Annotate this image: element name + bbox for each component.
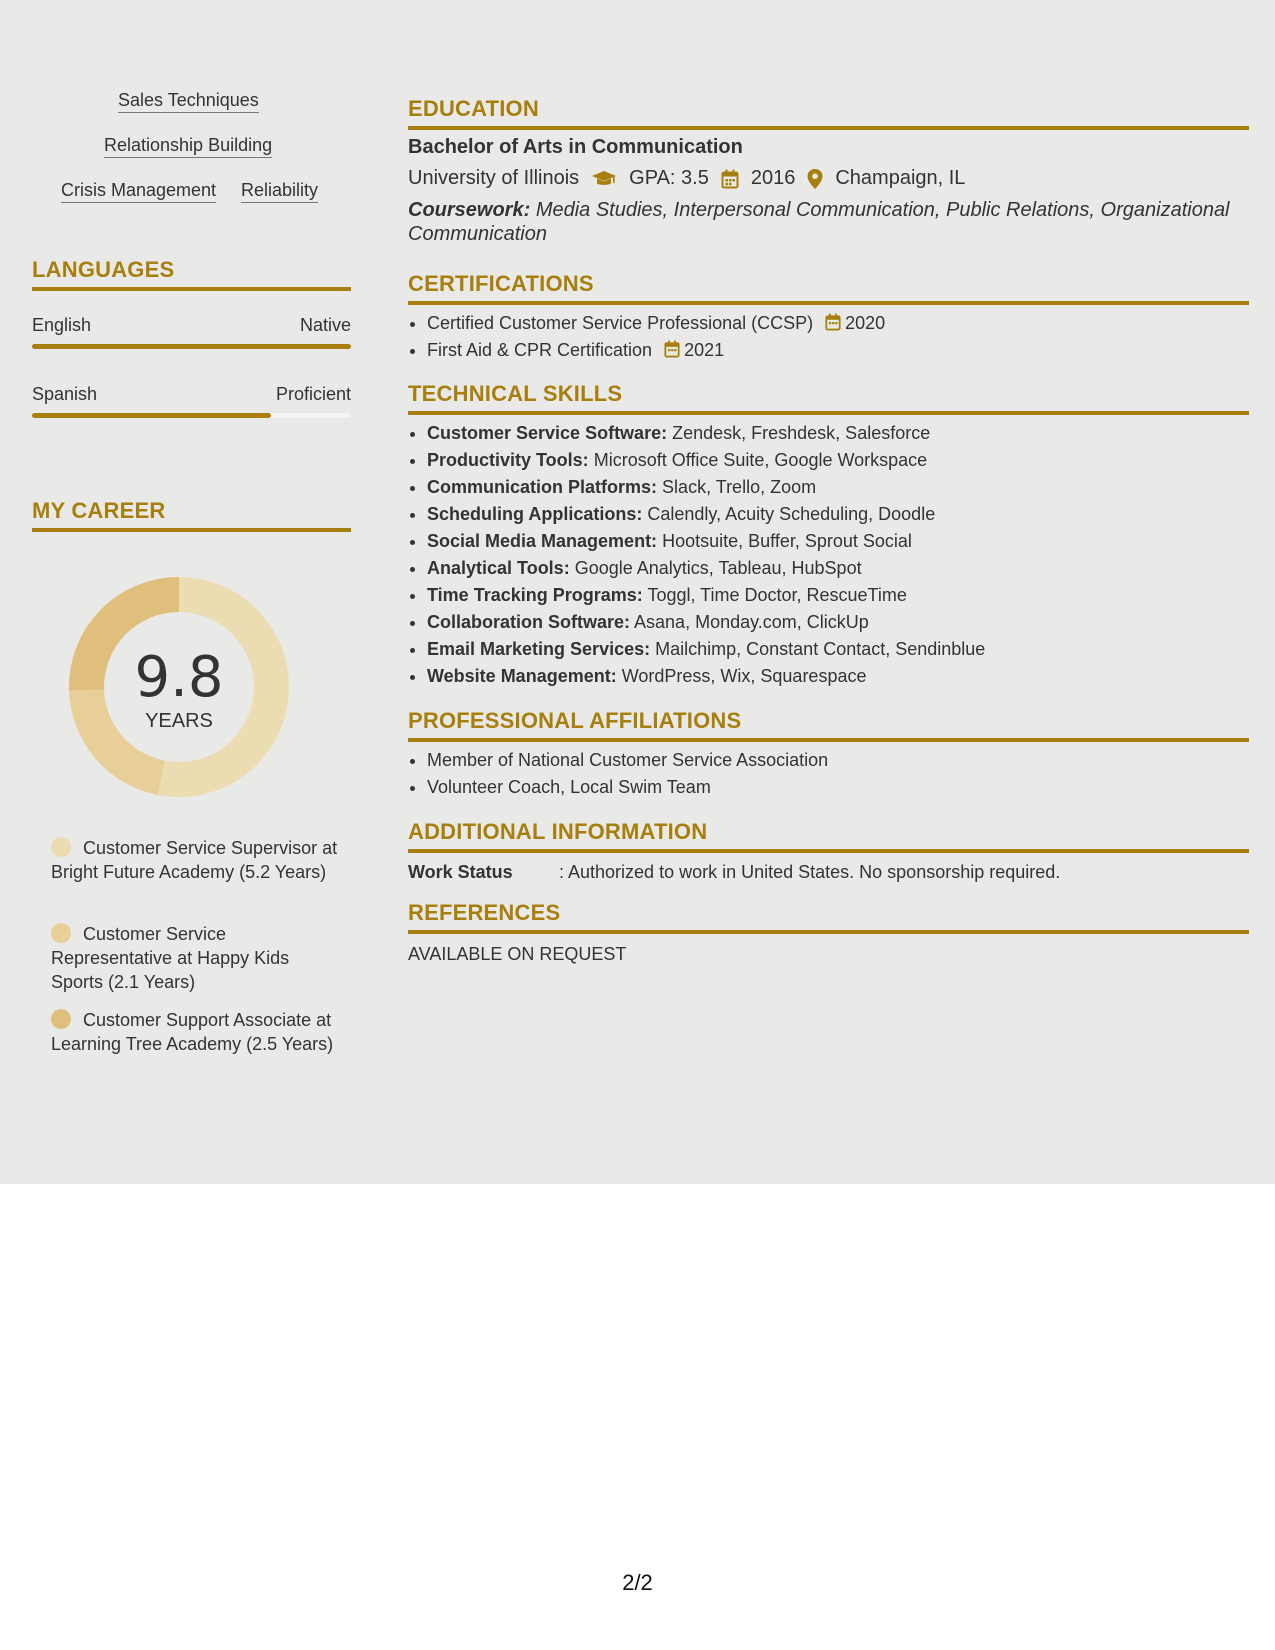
list-item	[427, 474, 1249, 501]
legend-dot	[51, 1009, 71, 1029]
legend-label: Customer Service Supervisor at Bright Future Academy (5.2 Years)	[51, 838, 338, 882]
skill-values: Zendesk, Freshdesk, Salesforce	[672, 423, 931, 443]
certification-year: 2020	[845, 313, 886, 333]
location-pin-icon	[807, 169, 823, 189]
work-status-value: : Authorized to work in United States. No sponsorship required.	[559, 862, 1061, 882]
calendar-icon	[721, 169, 739, 189]
legend-dot	[51, 923, 71, 943]
career-legend-item	[51, 836, 341, 884]
list-item	[427, 310, 1249, 337]
language-bar-fill	[32, 344, 351, 349]
skill-category: Customer Service Software:	[427, 423, 668, 443]
list-item	[427, 501, 1249, 528]
list-item	[427, 663, 1249, 690]
technical-skills-list	[408, 420, 1249, 690]
language-bar	[32, 413, 351, 418]
references-heading: REFERENCES	[408, 900, 1249, 934]
graduation-year: 2016	[750, 167, 796, 189]
certification-name: Certified Customer Service Professional (CCSP)	[427, 313, 814, 333]
legend-dot	[51, 837, 71, 857]
certifications-heading: CERTIFICATIONS	[408, 271, 1249, 305]
work-status-row	[408, 862, 1060, 883]
school-name: University of Illinois	[408, 167, 580, 189]
language-level: Proficient	[275, 384, 351, 404]
career-legend-item	[51, 922, 341, 994]
references-text: AVAILABLE ON REQUEST	[408, 944, 627, 964]
skill-chip: Relationship Building	[104, 133, 272, 158]
skill-chip: Reliability	[241, 178, 318, 203]
skill-values: WordPress, Wix, Squarespace	[621, 666, 867, 686]
skill-values: Google Analytics, Tableau, HubSpot	[574, 558, 862, 578]
language-bar	[32, 344, 351, 349]
languages-heading: LANGUAGES	[32, 257, 351, 291]
list-item: • Volunteer Coach, Local Swim Team	[427, 774, 1249, 801]
list-item	[427, 555, 1249, 582]
skill-category: Social Media Management:	[427, 531, 658, 551]
calendar-icon	[664, 340, 680, 358]
legend-label: Customer Service Representative at Happy Kids Sports (2.1 Years)	[51, 924, 290, 992]
skill-values: Slack, Trello, Zoom	[662, 477, 817, 497]
skill-category: Email Marketing Services:	[427, 639, 651, 659]
calendar-icon	[825, 313, 841, 331]
school-location: Champaign, IL	[835, 167, 966, 189]
coursework-list: Media Studies, Interpersonal Communication, Public Relations, Organizational Communication	[408, 199, 1230, 245]
page-number: 2/2	[622, 1570, 653, 1595]
list-item	[427, 636, 1249, 663]
education-meta	[408, 167, 965, 190]
skill-values: Asana, Monday.com, ClickUp	[634, 612, 869, 632]
language-row	[32, 315, 351, 336]
skill-values: Calendly, Acuity Scheduling, Doodle	[647, 504, 936, 524]
coursework-label: Coursework:	[408, 199, 531, 221]
graduation-cap-icon	[591, 170, 617, 188]
certification-name: First Aid & CPR Certification	[427, 340, 653, 360]
work-status-label: Work Status	[408, 862, 513, 882]
list-item	[427, 528, 1249, 555]
skill-values: Microsoft Office Suite, Google Workspace	[593, 450, 928, 470]
language-name: Spanish	[32, 384, 98, 404]
certification-year: 2021	[684, 340, 725, 360]
skill-category: Website Management:	[427, 666, 617, 686]
skill-category: Time Tracking Programs:	[427, 585, 643, 605]
legend-label: Customer Support Associate at Learning Tree Academy (2.5 Years)	[51, 1010, 334, 1054]
degree-title: Bachelor of Arts in Communication	[408, 136, 743, 158]
skill-category: Communication Platforms:	[427, 477, 658, 497]
career-total: 9.8	[134, 645, 224, 710]
skill-category: Scheduling Applications:	[427, 504, 643, 524]
list-item	[427, 447, 1249, 474]
language-bar-fill	[32, 413, 271, 418]
skill-values: Hootsuite, Buffer, Sprout Social	[662, 531, 912, 551]
affiliations-heading: PROFESSIONAL AFFILIATIONS	[408, 708, 1249, 742]
career-legend-item	[51, 1008, 341, 1056]
education-heading: EDUCATION	[408, 96, 1249, 130]
affiliations-list	[408, 747, 1249, 801]
career-donut-chart	[66, 574, 292, 800]
gpa: GPA: 3.5	[629, 167, 709, 189]
skill-category: Productivity Tools:	[427, 450, 589, 470]
list-item	[427, 582, 1249, 609]
skill-chip: Crisis Management	[61, 178, 216, 203]
language-name: English	[32, 315, 92, 335]
coursework	[408, 198, 1239, 246]
skill-category: Collaboration Software:	[427, 612, 631, 632]
list-item	[427, 420, 1249, 447]
career-unit: YEARS	[145, 710, 213, 732]
skill-chip: Sales Techniques	[118, 88, 259, 113]
certifications-list	[408, 310, 1249, 364]
additional-info-heading: ADDITIONAL INFORMATION	[408, 819, 1249, 853]
list-item	[427, 609, 1249, 636]
technical-skills-heading: TECHNICAL SKILLS	[408, 381, 1249, 415]
skill-values: Mailchimp, Constant Contact, Sendinblue	[655, 639, 986, 659]
career-heading: MY CAREER	[32, 498, 351, 532]
list-item: • Member of National Customer Service Association	[427, 747, 1249, 774]
language-level: Native	[299, 315, 351, 335]
skill-values: Toggl, Time Doctor, RescueTime	[647, 585, 907, 605]
list-item	[427, 337, 1249, 364]
language-row	[32, 384, 351, 405]
skill-category: Analytical Tools:	[427, 558, 570, 578]
